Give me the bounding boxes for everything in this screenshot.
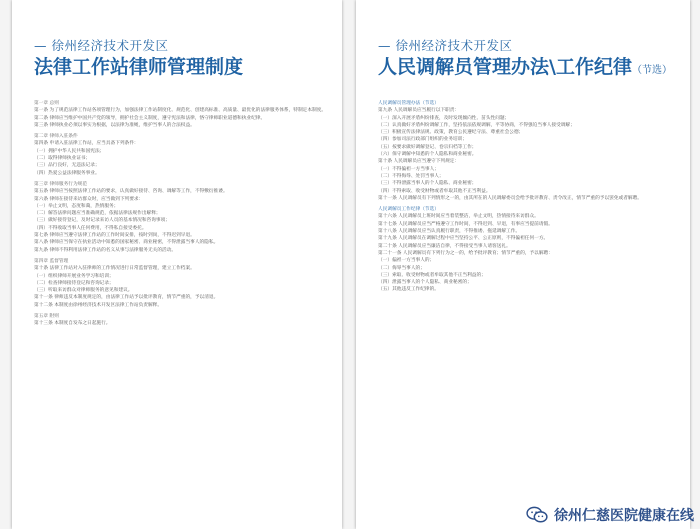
body-line: 第一条 为了规范法律工作站各项管理行为，加强法律工作站制度化、规范化、创建高标准、高质量、最优化的法律服务体系，特制定本制度。 [34, 108, 326, 114]
section-heading: 人民调解员工作纪律（节选） [378, 207, 439, 213]
left-document-page [12, 0, 342, 529]
body-line: 第十条 人民调解员应当遵守下列规定： [378, 159, 460, 165]
body-line: 第十八条 人民调解员应当认真履行职责，不得推诿、拖延调解工作。 [378, 229, 521, 235]
body-line: 第八条 律师应当保守在执业活动中知悉的国家秘密、商业秘密，不得泄露当事人的隐私。 [34, 240, 219, 246]
right-title-note: （节选） [631, 65, 672, 76]
section-heading: 第一章 总则 [34, 101, 59, 106]
body-line: （一）偏袒一方当事人的； [378, 258, 435, 264]
body-line: 第十六条 人民调解员上班时间应当着装整洁，举止文明，热情接待来访群众。 [378, 214, 539, 220]
body-line: 第十一条 律师违反本制度规定的，由法律工作站予以批评教育，情节严重的，予以清退。 [34, 295, 219, 301]
body-line: （三）索取、收受财物或者牟取其他不正当利益的； [378, 272, 486, 278]
body-line: 第九条 人民调解员应当履行以下职责： [378, 108, 460, 114]
body-line: （三）品行良好，无违法记录； [34, 163, 100, 169]
body-line: （五）按要求做好调解登记、卷宗归档等工作； [378, 144, 477, 150]
body-line: （四）不得索取、收受财物或者牟取其他不正当利益。 [378, 188, 491, 194]
body-line: （二）侮辱当事人的； [378, 265, 425, 271]
body-line: 第九条 律师不得利用法律工作站的名义从事与法律服务无关的活动。 [34, 247, 177, 253]
body-line: （二）认真做好矛盾纠纷调解工作，坚持依法依规调解，平等协商，不得强迫当事人接受调解； [378, 122, 575, 128]
watermark [526, 505, 694, 525]
body-line: （一）深入开展矛盾纠纷排查，及时发现倾向性、苗头性问题； [378, 115, 510, 121]
body-line: 第十条 法律工作站对入驻律师的工作情况进行日常监督管理，建立工作档案。 [34, 266, 195, 272]
body-line: 第十七条 人民调解员应当严格遵守工作时间，不得迟到、早退，有事应当提前请假。 [378, 221, 553, 227]
body-line: （三）听取来访群众对律师服务的意见和建议。 [34, 288, 133, 294]
body-line: （二）取得律师执业证书； [34, 156, 91, 162]
body-line: （三）不得泄露当事人的个人隐私、商业秘密； [378, 181, 477, 187]
left-body-text [34, 96, 326, 328]
body-line: 第十九条 人民调解员在调解过程中应当坚持公平、公正原则，不得偏袒任何一方。 [378, 236, 549, 242]
body-line: 第三条 律师执业必须以事实为根据，以法律为准绳，维护当事人的合法权益。 [34, 122, 195, 128]
body-line: （二）检查律师接待登记和咨询记录； [34, 280, 114, 286]
body-line: （四）泄露当事人的个人隐私、商业秘密的； [378, 280, 472, 286]
wechat-icon [526, 506, 548, 524]
body-line: （六）保守调解中知悉的个人隐私和商业秘密。 [378, 152, 477, 158]
left-subtitle: — 徐州经济技术开发区 [34, 38, 169, 53]
section-heading: 第五章 附则 [34, 314, 59, 320]
body-line: 第四条 申请入驻法律工作站，应当具备下列条件： [34, 141, 139, 147]
body-line: （一）举止文明，态度和蔼，热情服务； [34, 203, 119, 209]
body-line: （二）解答法律问题应当准确规范，依据法律法规作出解释； [34, 211, 161, 217]
body-line: 第七条 律师应当遵守法律工作站的工作时间安排，按时到岗，不得迟到早退。 [34, 233, 195, 239]
body-line: （四）热爱公益法律服务事业。 [34, 170, 100, 176]
body-line: （五）其他违反工作纪律的。 [378, 287, 439, 293]
right-document-page [356, 0, 690, 529]
body-line: （一）拥护中华人民共和国宪法； [34, 148, 105, 154]
right-body-text [378, 96, 674, 294]
section-heading: 第二章 律师入驻条件 [34, 134, 78, 140]
body-line: （一）不得偏袒一方当事人； [378, 166, 439, 172]
body-line: （一）组织律师开展业务学习和培训； [34, 273, 114, 279]
body-line: （四）参加司法行政部门组织的业务培训； [378, 137, 468, 143]
section-heading: 人民调解员管理办法（节选） [378, 101, 439, 106]
left-title: 法律工作站律师管理制度 [34, 56, 244, 78]
right-subtitle: — 徐州经济技术开发区 [378, 38, 513, 53]
body-line: （三）做好接待登记，及时记录来访人员的基本情况和咨询事项； [34, 218, 170, 224]
body-line: 第十二条 本制度由徐州经济技术开发区法律工作站负责解释。 [34, 302, 163, 308]
body-line: （四）不得收取当事人任何费用，不得私自接受委托。 [34, 225, 147, 231]
body-line: （三）积极宣传法律法规、政策，教育公民遵纪守法、尊重社会公德； [378, 130, 524, 136]
body-line: 第五条 律师应当按照法律工作站的要求，认真做好接待、咨询、调解等工作，不得敷衍推诿。 [34, 189, 228, 195]
body-line: 第二十条 人民调解员应当廉洁自律，不得接受当事人请客送礼。 [378, 243, 511, 249]
body-line: 第二条 律师应当维护中国共产党的领导，拥护社会主义制度，遵守宪法和法律，恪守律师职业道德和执业纪律。 [34, 115, 266, 121]
section-heading: 第三章 律师服务行为规范 [34, 181, 88, 187]
section-heading: 第四章 监督管理 [34, 258, 69, 264]
watermark-text: 徐州仁慈医院健康在线 [554, 508, 694, 524]
body-line: 第六条 律师在接待来访群众时，应当做到下列要求： [34, 196, 144, 202]
body-line: 第十一条 人民调解员有下列情形之一的，由其所在的人民调解委员会给予批评教育、责令改正，情节严重的予以罢免或者解聘。 [378, 195, 642, 201]
right-title-text: 人民调解员管理办法\工作纪律 [378, 56, 632, 78]
right-title [378, 52, 672, 79]
body-line: 第十三条 本制度自发布之日起施行。 [34, 321, 111, 327]
body-line: （二）不得侮辱、处罚当事人； [378, 173, 444, 179]
body-line: 第二十一条 人民调解员有下列行为之一的，给予批评教育；情节严重的，予以解聘： [378, 250, 553, 256]
